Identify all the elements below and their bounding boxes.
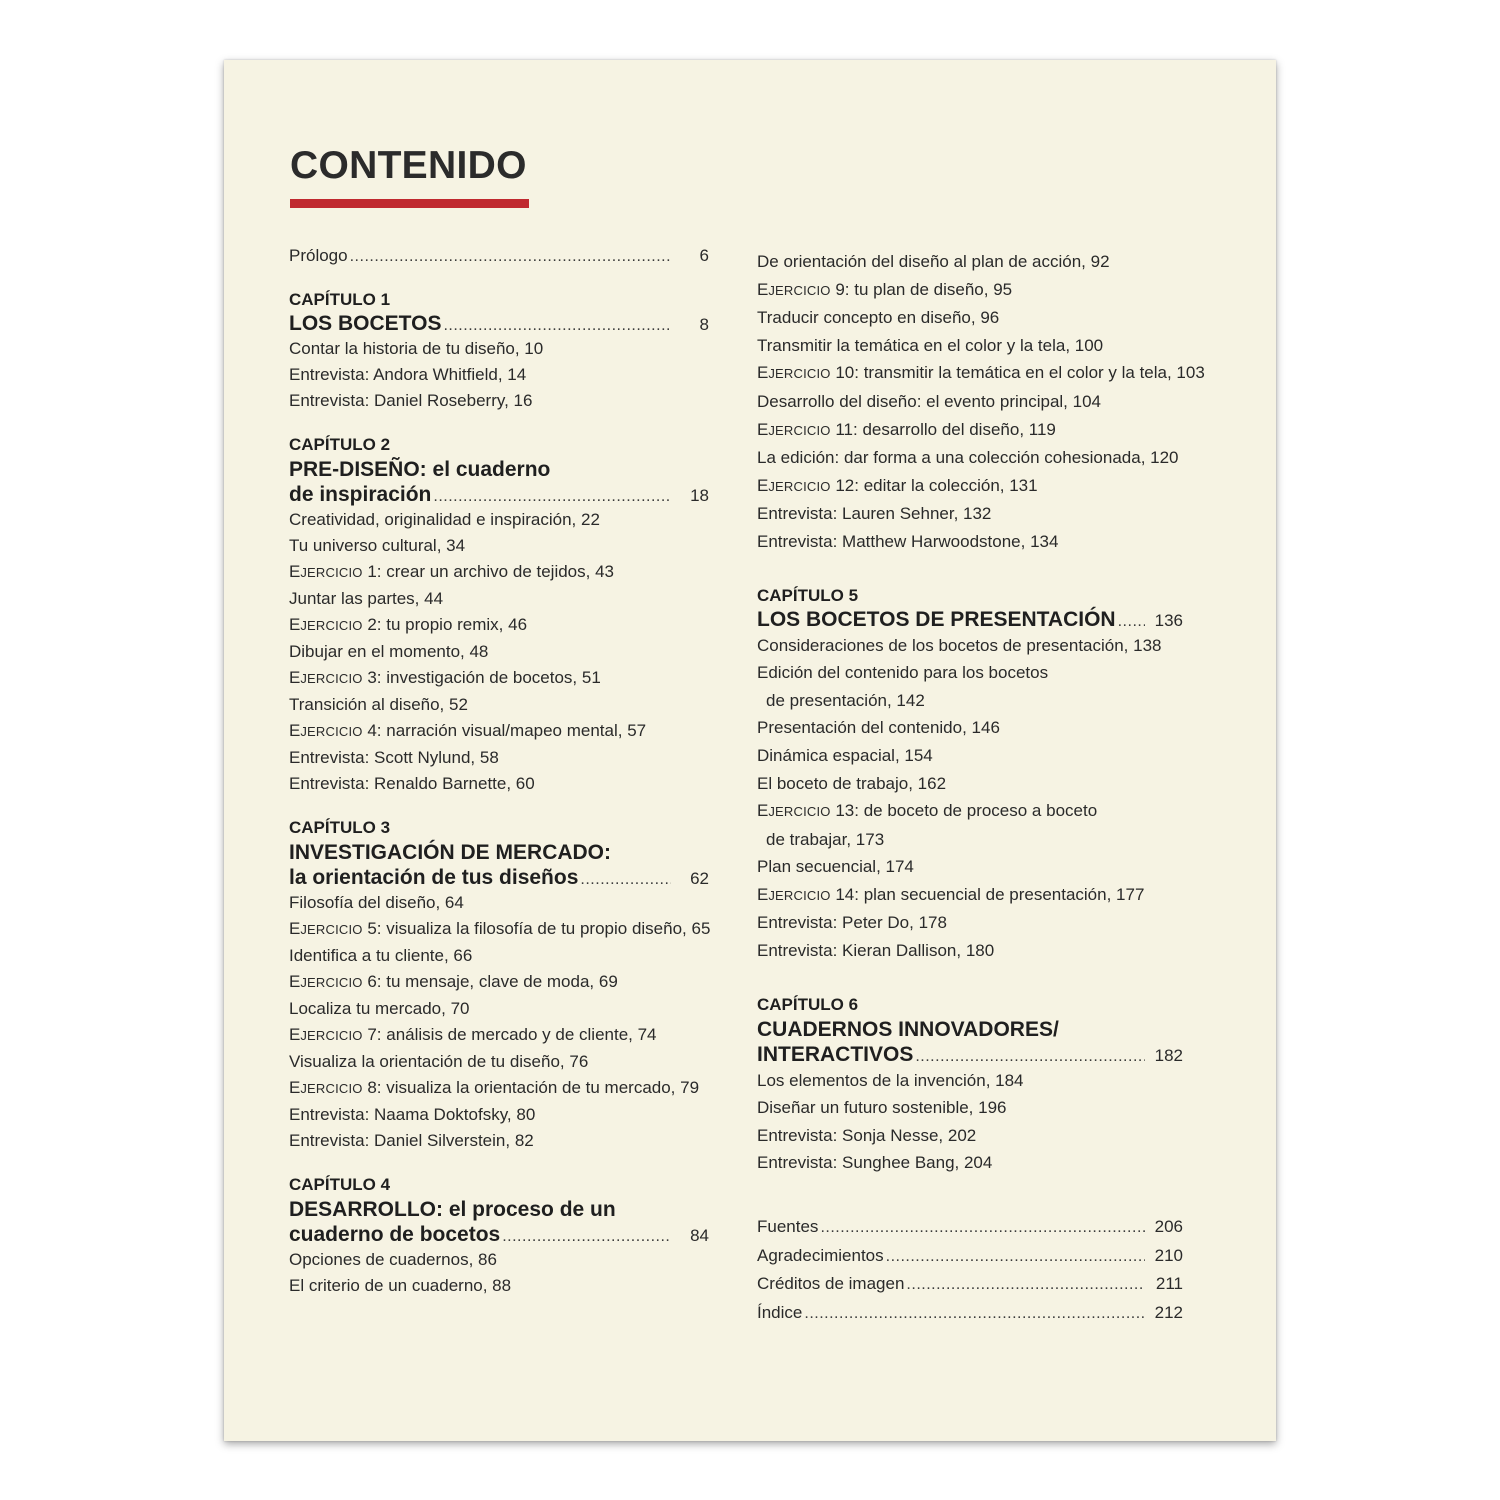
back-matter-label: Créditos de imagen [757, 1274, 905, 1294]
toc-exercise-entry [757, 276, 1183, 305]
toc-prologue [289, 246, 709, 266]
exercise-text: 9: tu plan de diseño, 95 [830, 279, 1013, 299]
toc-entry: El boceto de trabajo, 162 [757, 773, 947, 793]
chapter-3 [289, 816, 709, 1154]
chapter-title-line [289, 483, 709, 507]
toc-entry: Dinámica espacial, 154 [757, 745, 933, 765]
toc-entry: Transmitir la temática en el color y la tela, 100 [757, 335, 1104, 355]
toc-exercise-entry [289, 612, 709, 639]
chapter-entries [289, 890, 709, 1154]
exercise-initial: E [289, 919, 301, 938]
chapter-title-line [289, 312, 709, 336]
toc-entry: Desarrollo del diseño: el evento principal, 104 [757, 391, 1101, 411]
exercise-smallcaps: JERCICIO [300, 975, 363, 990]
chapter-label: CAPÍTULO 3 [289, 818, 391, 837]
toc-entry: Edición del contenido para los bocetos [757, 663, 1049, 683]
exercise-smallcaps: JERCICIO [768, 282, 831, 298]
chapter-title-line [289, 866, 709, 890]
exercise-smallcaps: JERCICIO [300, 618, 363, 633]
toc-exercise-entry [757, 416, 1183, 445]
toc-entry: Presentación del contenido, 146 [757, 718, 1000, 738]
back-matter-label: Fuentes [757, 1217, 819, 1237]
chapter-title: DESARROLLO: el proceso de un [289, 1198, 616, 1221]
toc-exercise-entry [289, 916, 709, 943]
back-matter-item [757, 1242, 1183, 1271]
exercise-initial: E [757, 884, 769, 904]
toc-entry: Entrevista: Renaldo Barnette, 60 [289, 774, 535, 793]
toc-entry: Visualiza la orientación de tu diseño, 76 [289, 1052, 589, 1071]
toc-entry: de trabajar, 173 [766, 829, 885, 849]
chapter-1 [289, 288, 709, 414]
leader-dots [502, 1228, 671, 1246]
exercise-text: 8: visualiza la orientación de tu mercado, 79 [362, 1078, 700, 1097]
chapter-title: INVESTIGACIÓN DE MERCADO: [289, 841, 612, 864]
toc-exercise-entry [289, 559, 709, 586]
chapter-page: 8 [699, 315, 709, 334]
leader-dots [433, 488, 671, 506]
chapter-entries [289, 336, 709, 414]
toc-entry: Identifica a tu cliente, 66 [289, 946, 473, 965]
exercise-text: 2: tu propio remix, 46 [362, 615, 528, 634]
chapter-label: CAPÍTULO 5 [757, 585, 859, 605]
chapter-title-line [757, 608, 1183, 632]
toc-entry: El criterio de un cuaderno, 88 [289, 1276, 512, 1295]
chapter-entries [757, 632, 1183, 965]
toc-exercise-entry [289, 969, 709, 996]
exercise-smallcaps: JERCICIO [300, 922, 363, 937]
exercise-initial: E [757, 279, 769, 299]
toc-entry: Los elementos de la invención, 184 [757, 1070, 1024, 1090]
toc-entry: Opciones de cuadernos, 86 [289, 1250, 497, 1269]
exercise-initial: E [289, 1078, 301, 1097]
leader-dots [580, 871, 671, 889]
toc-entry: Entrevista: Daniel Silverstein, 82 [289, 1131, 534, 1150]
exercise-smallcaps: JERCICIO [768, 887, 831, 903]
toc-exercise-entry [757, 472, 1183, 501]
back-matter-page: 210 [1154, 1245, 1183, 1265]
chapter-title-line [289, 1223, 709, 1247]
toc-entry: Entrevista: Daniel Roseberry, 16 [289, 391, 533, 410]
exercise-initial: E [289, 668, 301, 687]
chapter-title-line [757, 1043, 1183, 1067]
toc-right-column [757, 248, 1205, 1327]
chapter-entries [289, 507, 709, 797]
chapter-page: 84 [690, 1226, 709, 1245]
toc-entry: Transición al diseño, 52 [289, 695, 468, 714]
exercise-smallcaps: JERCICIO [300, 1028, 363, 1043]
toc-entry: Entrevista: Naama Doktofsky, 80 [289, 1105, 536, 1124]
chapter-title-cont: INTERACTIVOS [757, 1042, 914, 1066]
exercise-initial: E [757, 419, 769, 439]
exercise-text: 10: transmitir la temática en el color y la tela, 103 [830, 363, 1205, 383]
exercise-text: 6: tu mensaje, clave de moda, 69 [362, 972, 618, 991]
toc-entry: Traducir concepto en diseño, 96 [757, 308, 1000, 328]
back-matter-page: 206 [1154, 1217, 1183, 1237]
exercise-initial: E [757, 475, 769, 495]
toc-exercise-entry [757, 359, 1205, 388]
chapter-label: CAPÍTULO 1 [289, 290, 391, 309]
exercise-initial: E [289, 972, 301, 991]
chapter-label: CAPÍTULO 2 [289, 435, 391, 454]
toc-entry: Entrevista: Sunghee Bang, 204 [757, 1153, 993, 1173]
chapter-title-cont: la orientación de tus diseños [289, 866, 579, 889]
exercise-text: 4: narración visual/mapeo mental, 57 [362, 721, 647, 740]
toc-entry: Juntar las partes, 44 [289, 589, 444, 608]
toc-entry: Tu universo cultural, 34 [289, 536, 466, 555]
back-matter-label: Agradecimientos [757, 1245, 884, 1265]
page-title: CONTENIDO [290, 144, 527, 187]
toc-entry: Entrevista: Sonja Nesse, 202 [757, 1125, 977, 1145]
leader-dots [804, 1300, 1145, 1328]
chapter-title: LOS BOCETOS [289, 312, 442, 335]
toc-exercise-entry [757, 797, 1183, 826]
prologue-page: 6 [699, 246, 709, 265]
leader-dots [915, 1048, 1145, 1066]
exercise-smallcaps: JERCICIO [300, 724, 363, 739]
exercise-text: 13: de boceto de proceso a boceto [830, 801, 1098, 821]
toc-entry: Filosofía del diseño, 64 [289, 893, 464, 912]
back-matter-item [757, 1270, 1183, 1299]
chapter-4 [289, 1173, 709, 1299]
back-matter [757, 1213, 1183, 1327]
toc-entry: Localiza tu mercado, 70 [289, 999, 470, 1018]
exercise-smallcaps: JERCICIO [768, 804, 831, 820]
back-matter-item [757, 1299, 1183, 1328]
chapter-entries [289, 1247, 709, 1299]
chapter-label: CAPÍTULO 6 [757, 994, 859, 1014]
exercise-smallcaps: JERCICIO [300, 565, 363, 580]
toc-exercise-entry [289, 665, 709, 692]
toc-exercise-entry [289, 718, 709, 745]
title-underline [290, 199, 529, 208]
back-matter-item [757, 1213, 1183, 1242]
exercise-smallcaps: JERCICIO [768, 366, 831, 382]
toc-exercise-entry [289, 1022, 709, 1049]
toc-entry: Entrevista: Lauren Sehner, 132 [757, 504, 992, 524]
exercise-text: 1: crear un archivo de tejidos, 43 [362, 562, 614, 581]
chapter-page: 136 [1154, 610, 1183, 630]
exercise-text: 11: desarrollo del diseño, 119 [830, 419, 1056, 439]
back-matter-label: Índice [757, 1302, 803, 1322]
chapter-6 [757, 993, 1183, 1177]
exercise-smallcaps: JERCICIO [768, 478, 831, 494]
toc-entry: Entrevista: Andora Whitfield, 14 [289, 365, 527, 384]
exercise-text: 7: análisis de mercado y de cliente, 74 [362, 1025, 657, 1044]
exercise-initial: E [289, 721, 301, 740]
chapter-5 [757, 584, 1183, 965]
toc-entry: Entrevista: Matthew Harwoodstone, 134 [757, 531, 1059, 551]
leader-dots [886, 1243, 1145, 1271]
leader-dots [906, 1271, 1145, 1299]
chapter-title: CUADERNOS INNOVADORES/ [757, 1017, 1059, 1041]
chapter-4-continued [757, 248, 1205, 556]
exercise-text: 3: investigación de bocetos, 51 [362, 668, 601, 687]
toc-entry: Plan secuencial, 174 [757, 857, 914, 877]
toc-entry: Entrevista: Scott Nylund, 58 [289, 748, 499, 767]
toc-entry: Entrevista: Kieran Dallison, 180 [757, 941, 995, 961]
leader-dots [1118, 613, 1145, 631]
exercise-initial: E [289, 615, 301, 634]
exercise-smallcaps: JERCICIO [768, 422, 831, 438]
exercise-smallcaps: JERCICIO [300, 671, 363, 686]
exercise-initial: E [757, 801, 769, 821]
toc-entry: Contar la historia de tu diseño, 10 [289, 339, 544, 358]
exercise-text: 14: plan secuencial de presentación, 177 [830, 884, 1145, 904]
chapter-title: LOS BOCETOS DE PRESENTACIÓN [757, 607, 1116, 631]
toc-entry: Dibujar en el momento, 48 [289, 642, 489, 661]
exercise-initial: E [757, 363, 769, 383]
exercise-initial: E [289, 1025, 301, 1044]
toc-entry: Consideraciones de los bocetos de presentación, 138 [757, 635, 1162, 655]
book-page [224, 60, 1276, 1441]
prologue-line [289, 246, 709, 266]
chapter-title-cont: cuaderno de bocetos [289, 1223, 501, 1246]
chapter-page: 182 [1154, 1045, 1183, 1065]
toc-entry: De orientación del diseño al plan de acción, 92 [757, 252, 1110, 271]
exercise-initial: E [289, 562, 301, 581]
back-matter-page: 212 [1154, 1302, 1183, 1322]
chapter-entries [757, 1067, 1183, 1177]
chapter-page: 18 [690, 486, 709, 505]
prologue-label: Prólogo [289, 246, 348, 265]
chapter-title: PRE-DISEÑO: el cuaderno [289, 458, 551, 481]
toc-left-column [289, 246, 709, 1318]
leader-dots [443, 317, 671, 335]
exercise-text: 5: visualiza la filosofía de tu propio diseño, 65 [362, 919, 711, 938]
exercise-text: 12: editar la colección, 131 [830, 475, 1038, 495]
chapter-page: 62 [690, 869, 709, 888]
toc-entry: Diseñar un futuro sostenible, 196 [757, 1098, 1007, 1118]
leader-dots [820, 1214, 1145, 1242]
toc-exercise-entry [289, 1075, 709, 1102]
toc-entry: Entrevista: Peter Do, 178 [757, 913, 947, 933]
chapter-2 [289, 433, 709, 797]
toc-entry: Creatividad, originalidad e inspiración, 22 [289, 510, 600, 529]
chapter-entries [757, 248, 1205, 556]
leader-dots [350, 248, 671, 266]
toc-entry: de presentación, 142 [766, 690, 925, 710]
chapter-label: CAPÍTULO 4 [289, 1175, 391, 1194]
exercise-smallcaps: JERCICIO [300, 1081, 363, 1096]
toc-exercise-entry [757, 881, 1183, 910]
toc-entry: La edición: dar forma a una colección cohesionada, 120 [757, 448, 1179, 468]
back-matter-page: 211 [1155, 1274, 1183, 1294]
chapter-title-cont: de inspiración [289, 483, 432, 506]
